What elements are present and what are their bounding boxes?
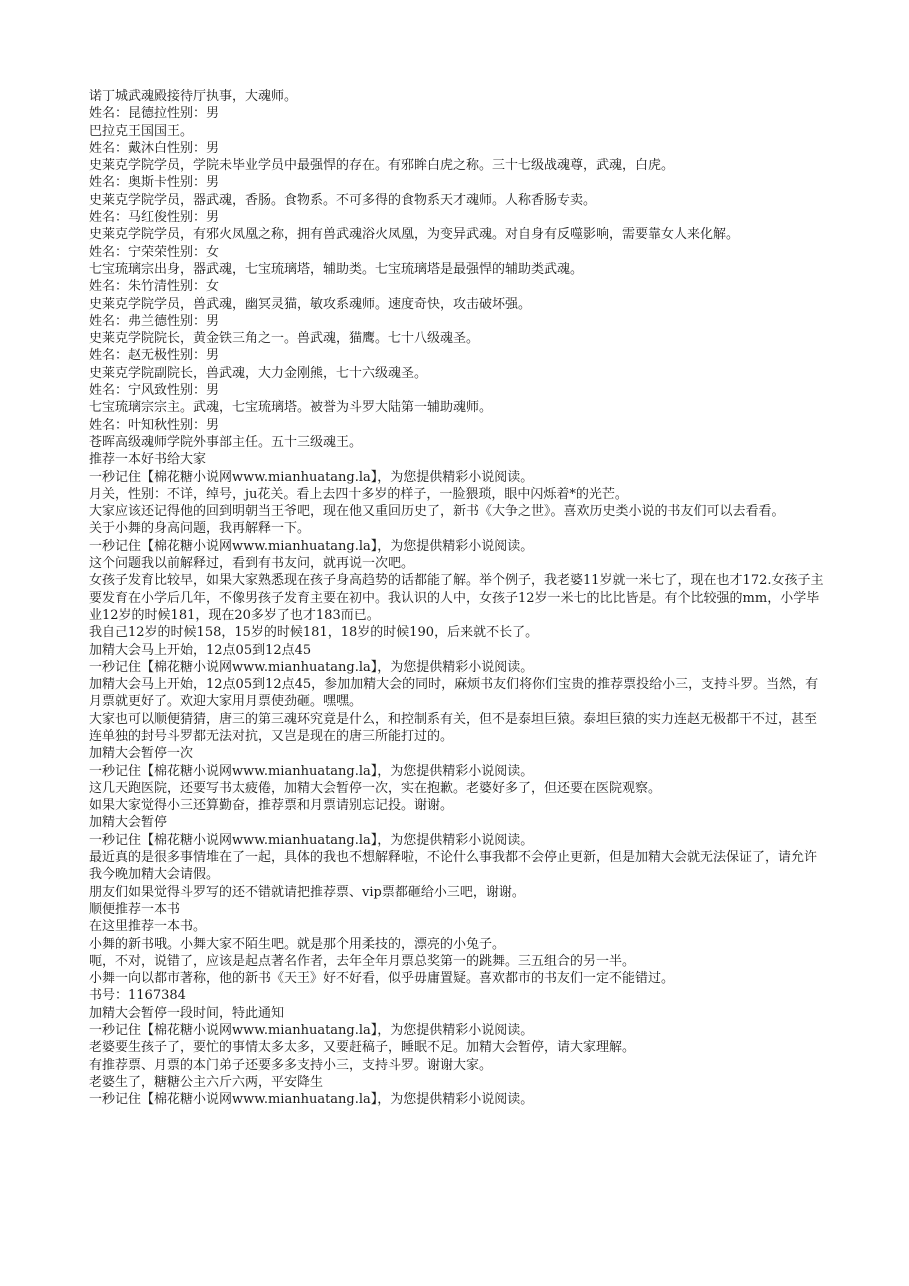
section-heading: 推荐一本好书给大家 (89, 452, 207, 468)
text-line: 这几天跑医院，还要写书太疲倦，加精大会暂停一次，实在抱歉。老婆好多了，但还要在医院观察。 (89, 780, 662, 796)
site-notice: 一秒记住【棉花糖小说网www.mianhuatang.la】，为您提供精彩小说阅读。 (89, 1023, 534, 1039)
section-heading: 加精大会暂停一段时间，特此通知 (89, 1005, 285, 1021)
text-line: 史莱克学院学员，器武魂，香肠。食物系。不可多得的食物系天才魂师。人称香肠专卖。 (89, 192, 597, 208)
text-line: 这个问题我以前解释过，看到有书友问，就再说一次吧。 (89, 556, 415, 572)
text-line: 最近真的是很多事情堆在了一起，具体的我也不想解释啦，不论什么事我都不会停止更新，但是加精大会就无法保证了，请允许我今晚加精大会请假。 (89, 850, 818, 883)
section-heading: 顺便推荐一本书 (89, 901, 181, 917)
text-line: 苍晖高级魂师学院外事部主任。五十三级魂王。 (89, 434, 363, 450)
text-line: 史莱克学院副院长，兽武魂，大力金刚熊，七十六级魂圣。 (89, 365, 428, 381)
text-line: 呃，不对，说错了，应该是起点著名作者，去年全年月票总奖第一的跳舞。三五组合的另一半。 (89, 953, 636, 969)
text-line: 月关，性别：不详，绰号，ju花关。看上去四十多岁的样子，一脸猥琐，眼中闪烁着*的光芒。 (89, 486, 628, 502)
site-notice: 一秒记住【棉花糖小说网www.mianhuatang.la】，为您提供精彩小说阅读。 (89, 659, 534, 675)
text-line: 姓名：弗兰德性别：男 (89, 313, 220, 329)
text-line: 姓名：奥斯卡性别：男 (89, 175, 220, 191)
text-line: 史莱克学院学员，兽武魂，幽冥灵猫，敏攻系魂师。速度奇快，攻击破坏强。 (89, 296, 532, 312)
text-line: 大家也可以顺便猜猜，唐三的第三魂环究竟是什么，和控制系有关，但不是泰坦巨猿。泰坦巨猿的实力连赵无极都干不过，甚至连单独的封号斗罗都无法对抗，又岂是现在的唐三所能打过的。 (89, 711, 818, 744)
text-line: 姓名：马红俊性别：男 (89, 210, 220, 226)
text-line: 姓名：赵无极性别：男 (89, 348, 220, 364)
text-line: 史莱克学院院长，黄金铁三角之一。兽武魂，猫鹰。七十八级魂圣。 (89, 331, 480, 347)
text-line: 史莱克学院学员，有邪火凤凰之称，拥有兽武魂浴火凤凰，为变异武魂。对自身有反噬影响，需要靠女人来化解。 (89, 227, 740, 243)
text-line: 姓名：宁风致性别：男 (89, 383, 220, 399)
site-notice: 一秒记住【棉花糖小说网www.mianhuatang.la】，为您提供精彩小说阅读。 (89, 538, 534, 554)
text-line: 史莱克学院学员，学院未毕业学员中最强悍的存在。有邪眸白虎之称。三十七级战魂尊，武魂，白虎。 (89, 158, 675, 174)
text-line: 七宝琉璃宗宗主。武魂，七宝琉璃塔。被誉为斗罗大陆第一辅助魂师。 (89, 400, 493, 416)
text-line: 女孩子发育比较早，如果大家熟悉现在孩子身高趋势的话都能了解。举个例子，我老婆11岁就一米七了，现在也才172.女孩子主要发育在小学后几年，不像男孩子发育主要在初中。我认识的人中，女孩子12岁一米七的比比皆是。有个比较强的mm，小学毕业12岁的时候181，现在20多岁了也才183而已。 (89, 573, 824, 623)
text-line: 诺丁城武魂殿接待厅执事，大魂师。 (89, 89, 298, 104)
text-line: 小舞一向以都市著称，他的新书《天王》好不好看，似乎毋庸置疑。喜欢都市的书友们一定不能错过。 (89, 971, 675, 987)
text-line: 加精大会马上开始，12点05到12点45，参加加精大会的同时，麻烦书友们将你们宝贵的推荐票投给小三，支持斗罗。当然，有月票就更好了。欢迎大家用月票使劲砸。嘿嘿。 (89, 677, 819, 710)
text-line: 我自己12岁的时候158，15岁的时候181，18岁的时候190，后来就不长了。 (89, 625, 539, 641)
text-line: 姓名：戴沐白性别：男 (89, 140, 220, 156)
text-line: 巴拉克王国国王。 (89, 123, 194, 139)
text-line: 姓名：宁荣荣性别：女 (89, 244, 220, 260)
section-heading: 加精大会马上开始，12点05到12点45 (89, 642, 312, 658)
text-line: 七宝琉璃宗出身，器武魂，七宝琉璃塔，辅助类。七宝琉璃塔是最强悍的辅助类武魂。 (89, 261, 584, 277)
section-heading: 加精大会暂停 (89, 815, 168, 831)
site-notice: 一秒记住【棉花糖小说网www.mianhuatang.la】，为您提供精彩小说阅读。 (89, 469, 534, 485)
text-line: 如果大家觉得小三还算勤奋，推荐票和月票请别忘记投。谢谢。 (89, 798, 454, 814)
text-line: 姓名：昆德拉性别：男 (89, 106, 220, 122)
text-line: 朋友们如果觉得斗罗写的还不错就请把推荐票、vip票都砸给小三吧，谢谢。 (89, 884, 525, 900)
site-notice: 一秒记住【棉花糖小说网www.mianhuatang.la】，为您提供精彩小说阅读。 (89, 832, 534, 848)
text-line: 大家应该还记得他的回到明朝当王爷吧，现在他又重回历史了，新书《大争之世》。喜欢历史类小说的书友们可以去看看。 (89, 504, 785, 520)
book-number: 书号：1167384 (89, 988, 186, 1004)
text-line: 姓名：叶知秋性别：男 (89, 417, 220, 433)
text-line: 老婆要生孩子了，要忙的事情太多太多，又要赶稿子，睡眠不足。加精大会暂停，请大家理解。 (89, 1040, 636, 1056)
text-line: 有推荐票、月票的本门弟子还要多多支持小三，支持斗罗。谢谢大家。 (89, 1057, 493, 1073)
site-notice: 一秒记住【棉花糖小说网www.mianhuatang.la】，为您提供精彩小说阅读。 (89, 1092, 534, 1108)
text-line: 姓名：朱竹清性别：女 (89, 279, 220, 295)
section-heading: 关于小舞的身高问题，我再解释一下。 (89, 521, 311, 537)
section-heading: 加精大会暂停一次 (89, 746, 194, 762)
document-body (89, 88, 825, 1109)
section-heading: 老婆生了，糖糖公主六斤六两，平安降生 (89, 1074, 324, 1090)
text-line: 在这里推荐一本书。 (89, 919, 207, 935)
site-notice: 一秒记住【棉花糖小说网www.mianhuatang.la】，为您提供精彩小说阅读。 (89, 763, 534, 779)
text-line: 小舞的新书哦。小舞大家不陌生吧。就是那个用柔技的，漂亮的小兔子。 (89, 936, 506, 952)
